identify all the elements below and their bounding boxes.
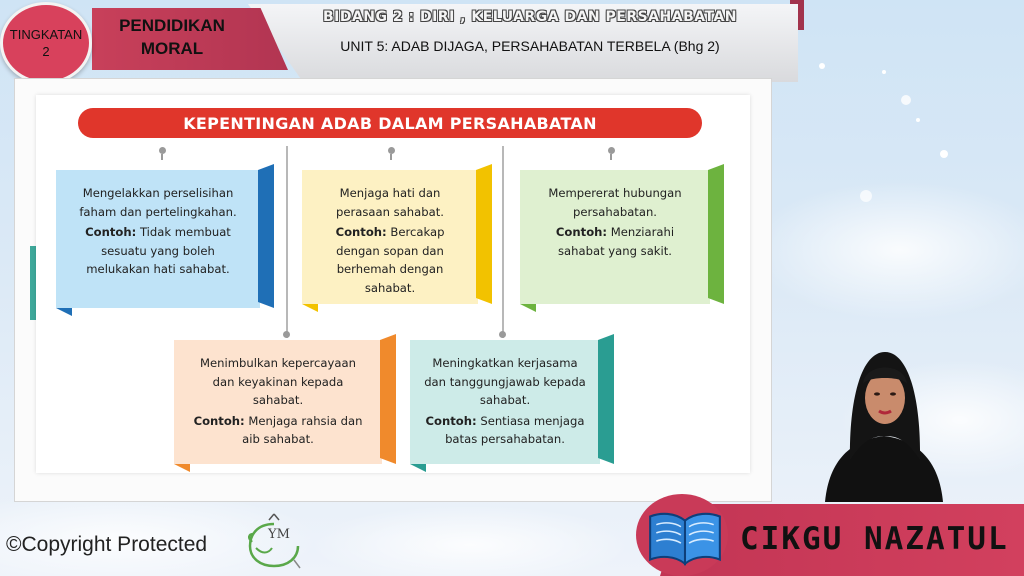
example-text: Menziarahi sahabat yang sakit. [558, 225, 675, 258]
card-fold-edge [598, 334, 614, 464]
subject-title [92, 14, 252, 60]
card-point: Menimbulkan kepercayaan dan keyakinan kepada sahabat. [200, 356, 356, 407]
subject-line-2: MORAL [140, 39, 204, 58]
connector-stem [161, 154, 163, 160]
connector-pin [159, 147, 166, 154]
example-label: Contoh: [425, 413, 477, 428]
card-example [70, 223, 246, 279]
card-fold-edge [380, 334, 396, 464]
example-text: Tidak membuat sesuatu yang boleh melukakan hati sahabat. [86, 225, 231, 276]
card-fold-edge [258, 164, 274, 308]
level-badge [0, 2, 92, 84]
open-book-icon [644, 506, 726, 568]
example-label: Contoh: [555, 225, 608, 239]
level-label: TINGKATAN [9, 27, 83, 42]
connector-stem [610, 154, 612, 160]
card-example [316, 223, 464, 297]
ym-logo-icon [246, 512, 302, 572]
card-1 [56, 170, 260, 308]
connector-pin [283, 331, 290, 338]
card-2 [302, 170, 478, 304]
copyright-notice: ©Copyright Protected [6, 533, 208, 556]
card-point: Mengelakkan perselisihan faham dan pertelingkahan. [79, 186, 237, 219]
card-body [520, 170, 710, 304]
header [0, 0, 1024, 90]
example-text: Menjaga rahsia dan aib sahabat. [242, 413, 363, 446]
card-body [410, 340, 600, 464]
card-point: Mempererat hubungan persahabatan. [548, 186, 682, 219]
brand-name: CIKGU NAZATUL [740, 521, 1009, 557]
connector-pin [388, 147, 395, 154]
connector-line [286, 146, 288, 338]
card-fold-edge [476, 164, 492, 304]
card-4 [174, 340, 382, 464]
logo-text: YM [268, 527, 290, 542]
example-label: Contoh: [193, 413, 245, 428]
connector-pin [608, 147, 615, 154]
card-example [534, 223, 696, 260]
card-body [56, 170, 260, 308]
presenter-webcam [805, 340, 963, 502]
card-example [424, 412, 586, 449]
card-body [174, 340, 382, 464]
card-example [188, 412, 368, 449]
unit-title: UNIT 5: ADAB DIJAGA, PERSAHABATAN TERBELA (Bhg 2) [340, 38, 720, 54]
connector-pin [499, 331, 506, 338]
card-fold-edge [708, 164, 724, 304]
example-text: Bercakap dengan sopan dan berhemah dengan sahabat. [336, 225, 445, 295]
connector-stem [390, 154, 392, 160]
card-point: Menjaga hati dan perasaan sahabat. [336, 186, 444, 219]
card-3 [520, 170, 710, 304]
example-label: Contoh: [335, 225, 387, 239]
card-point: Meningkatkan kerjasama dan tanggungjawab kepada sahabat. [424, 356, 586, 407]
connector-line [502, 146, 504, 338]
field-title: BIDANG 2 : DIRI , KELUARGA DAN PERSAHABATAN [322, 9, 738, 25]
card-5 [410, 340, 600, 464]
example-label: Contoh: [85, 225, 137, 239]
subject-line-1: PENDIDIKAN [119, 16, 225, 35]
slide-title: KEPENTINGAN ADAB DALAM PERSAHABATAN [78, 108, 702, 138]
card-body [302, 170, 478, 304]
example-text: Sentiasa menjaga batas persahabatan. [445, 413, 585, 446]
level-number: 2 [42, 44, 50, 59]
